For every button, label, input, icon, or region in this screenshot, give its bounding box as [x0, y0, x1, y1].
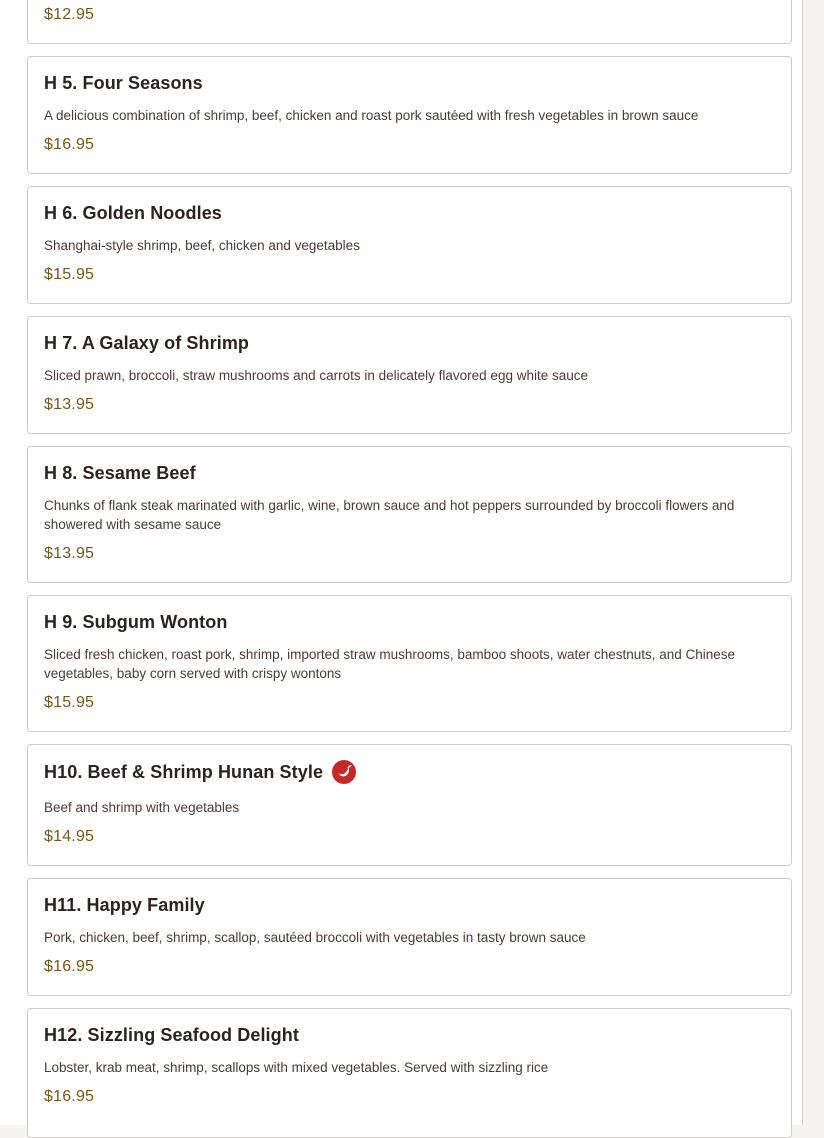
menu-item-name-text: H 5. Four Seasons [44, 73, 203, 93]
menu-item-name [44, 895, 205, 916]
menu-item-card[interactable] [27, 316, 792, 434]
menu-item-price: $16.95 [44, 1088, 95, 1105]
menu-item-name-text: H11. Happy Family [44, 895, 205, 915]
menu-item-price: $12.95 [44, 6, 95, 23]
menu-item-name [44, 760, 356, 784]
menu-item-price: $16.95 [44, 136, 95, 153]
menu-item-description: Beef and shrimp with vegetables [44, 800, 240, 815]
menu-item-card[interactable] [27, 744, 792, 866]
menu-item-price: $13.95 [44, 545, 95, 562]
menu-item-name-text: H 6. Golden Noodles [44, 203, 222, 223]
menu-item-name-text: H 8. Sesame Beef [44, 463, 196, 483]
menu-item-description: Lobster, krab meat, shrimp, scallops with mixed vegetables. Served with sizzling rice [44, 1060, 549, 1075]
menu-item-name [44, 1025, 299, 1046]
menu-item-card[interactable] [27, 186, 792, 304]
menu-item-card[interactable] [27, 595, 792, 732]
menu-item-name [44, 333, 249, 354]
menu-item-name-text: H12. Sizzling Seafood Delight [44, 1025, 299, 1045]
menu-item-card[interactable] [27, 1008, 792, 1138]
menu-item-description: Sliced fresh chicken, roast pork, shrimp, imported straw mushrooms, bamboo shoots, water chestnuts, and Chinese vegetables, baby corn served with crispy wontons [44, 647, 736, 681]
spicy-pepper-icon [332, 760, 356, 784]
menu-item-card[interactable] [27, 56, 792, 174]
menu-item-card[interactable] [27, 878, 792, 996]
menu-item-name [44, 73, 203, 94]
menu-item-description: Sliced prawn, broccoli, straw mushrooms and carrots in delicately flavored egg white sauce [44, 368, 589, 383]
menu-item-name-text: H 7. A Galaxy of Shrimp [44, 333, 250, 353]
menu-item-price: $14.95 [44, 828, 95, 845]
menu-item-name-text: H10. Beef & Shrimp Hunan Style [44, 761, 324, 782]
menu-item-card[interactable] [27, 0, 792, 44]
menu-item-price: $13.95 [44, 396, 95, 413]
menu-item-description: Chunks of flank steak marinated with garlic, wine, brown sauce and hot peppers surrounded by broccoli flowers and showered with sesame sauce [44, 498, 735, 532]
menu-item-price: $15.95 [44, 694, 95, 711]
menu-item-name [44, 203, 222, 224]
menu-item-price: $15.95 [44, 266, 95, 283]
menu-item-price: $16.95 [44, 958, 95, 975]
menu-item-name-text: H 9. Subgum Wonton [44, 612, 228, 632]
menu-item-description: Shanghai-style shrimp, beef, chicken and vegetables [44, 238, 360, 253]
menu-item-description: Pork, chicken, beef, shrimp, scallop, sautéed broccoli with vegetables in tasty brown sauce [44, 930, 586, 945]
menu-item-name [44, 463, 196, 484]
menu-item-description: A delicious combination of shrimp, beef, chicken and roast pork sautéed with fresh vegetables in brown sauce [44, 108, 699, 123]
menu-item-name [44, 612, 227, 633]
menu-item-card[interactable] [27, 446, 792, 583]
